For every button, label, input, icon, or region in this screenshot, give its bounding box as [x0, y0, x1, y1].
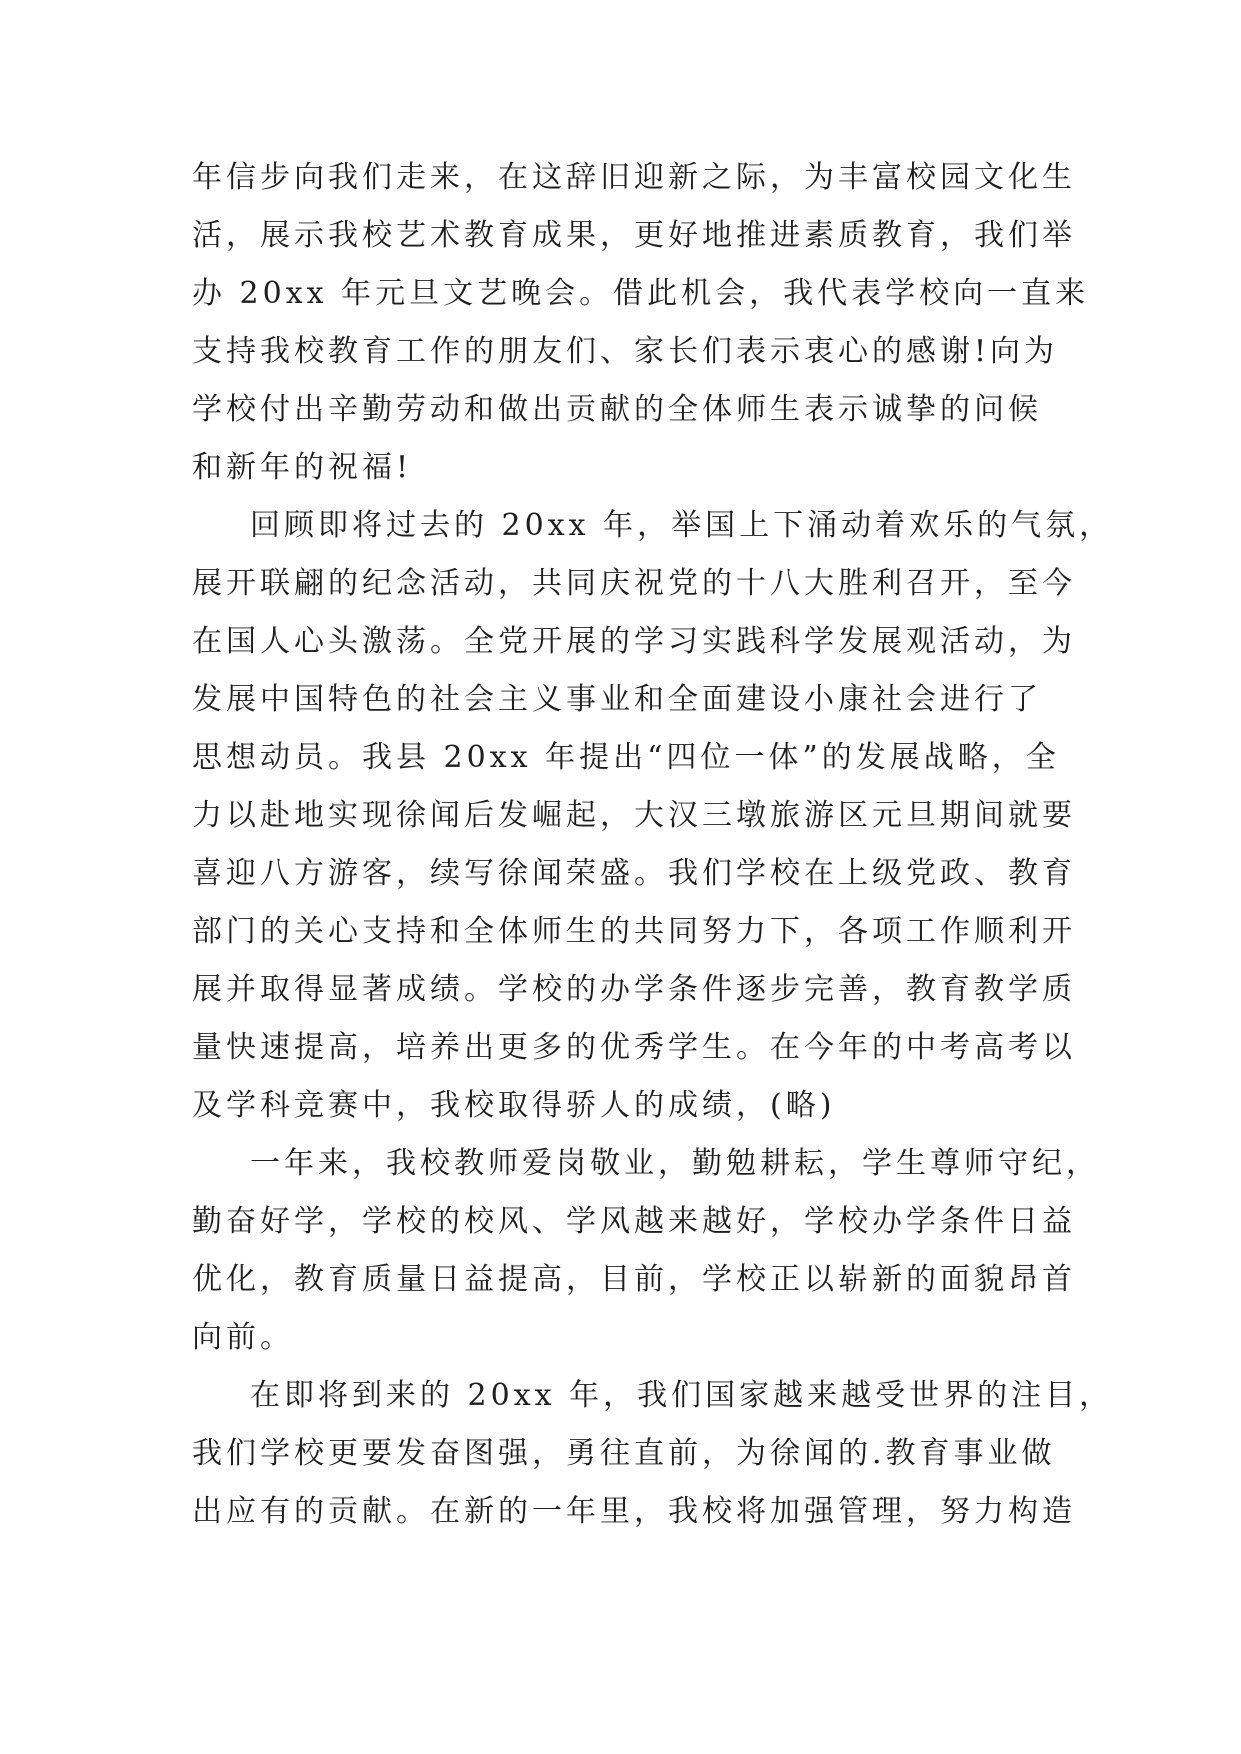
text-line: 向前。	[192, 1320, 294, 1355]
text-line: 办 20xx 年元旦文艺晚会。借此机会，我代表学校向一直来	[192, 276, 1090, 311]
text-line: 展并取得显著成绩。学校的办学条件逐步完善，教育教学质	[192, 972, 1076, 1007]
text-line: 量快速提高，培养出更多的优秀学生。在今年的中考高考以	[192, 1030, 1076, 1065]
text-line: 思想动员。我县 20xx 年提出“四位一体”的发展战略，全	[192, 740, 1060, 775]
text-line: 学校付出辛勤劳动和做出贡献的全体师生表示诚挚的问候	[192, 392, 1042, 427]
text-line: 出应有的贡献。在新的一年里，我校将加强管理，努力构造	[192, 1494, 1076, 1529]
text-line: 在国人心头激荡。全党开展的学习实践科学发展观活动，为	[192, 624, 1076, 659]
paragraph-first-line: 回顾即将过去的 20xx 年，举国上下涌动着欢乐的气氛，	[250, 508, 1114, 543]
paragraph-first-line: 一年来，我校教师爱岗敬业，勤勉耕耘，学生尊师守纪，	[250, 1146, 1100, 1181]
text-line: 部门的关心支持和全体师生的共同努力下，各项工作顺利开	[192, 914, 1076, 949]
text-line: 及学科竞赛中，我校取得骄人的成绩，(略)	[192, 1088, 836, 1123]
text-line: 展开联翩的纪念活动，共同庆祝党的十八大胜利召开，至今	[192, 566, 1076, 601]
paragraph-first-line: 在即将到来的 20xx 年，我们国家越来越受世界的注目，	[250, 1378, 1114, 1413]
text-line: 活，展示我校艺术教育成果，更好地推进素质教育，我们举	[192, 218, 1076, 253]
text-line: 喜迎八方游客，续写徐闻荣盛。我们学校在上级党政、教育	[192, 856, 1076, 891]
text-line: 我们学校更要发奋图强，勇往直前，为徐闻的.教育事业做	[192, 1436, 1056, 1471]
text-line: 发展中国特色的社会主义事业和全面建设小康社会进行了	[192, 682, 1042, 717]
text-line: 优化，教育质量日益提高，目前，学校正以崭新的面貌昂首	[192, 1262, 1076, 1297]
text-line: 勤奋好学，学校的校风、学风越来越好，学校办学条件日益	[192, 1204, 1076, 1239]
text-line: 支持我校教育工作的朋友们、家长们表示衷心的感谢!向为	[192, 334, 1059, 369]
text-line: 和新年的祝福!	[192, 450, 413, 485]
text-line: 年信步向我们走来，在这辞旧迎新之际，为丰富校园文化生	[192, 160, 1076, 195]
text-line: 力以赴地实现徐闻后发崛起，大汉三墩旅游区元旦期间就要	[192, 798, 1076, 833]
